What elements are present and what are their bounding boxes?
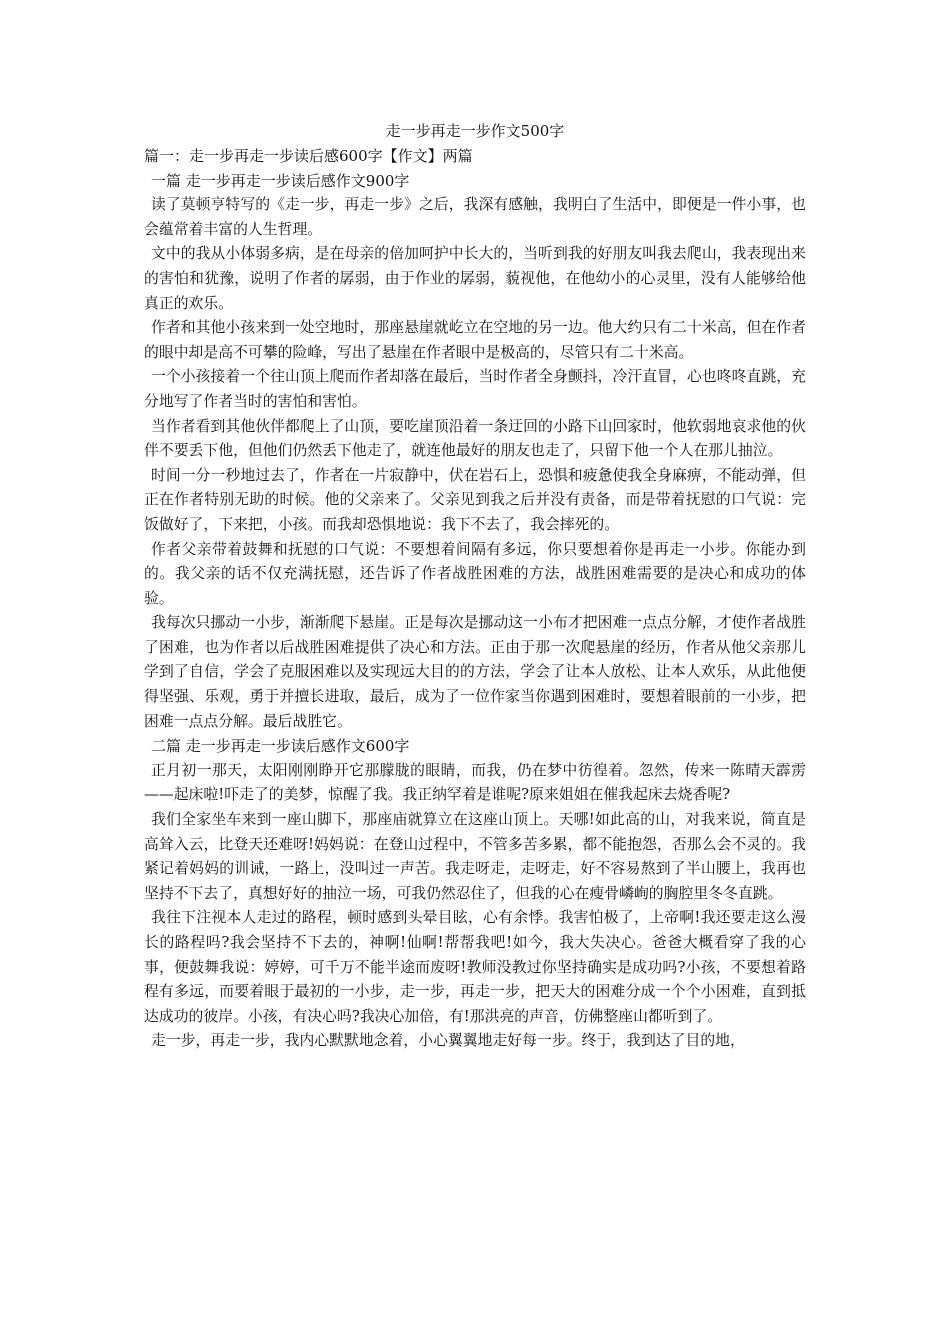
paragraph: 我们全家坐车来到一座山脚下，那座庙就算立在这座山顶上。天哪!如此高的山，对我来说，简直是高耸入云，比登天还难呀!妈妈说：在登山过程中，不管多苦多累，都不能抱怨，否那么会不灵的。我紧记着妈妈的训诫，一路上，没叫过一声苦。我走呀走，走呀走，好不容易熬到了半山腰上，我再也坚持不下去了，真想好好的抽泣一场，可我仍然忍住了，但我的心在瘦骨嶙峋的胸腔里冬冬直跳。 — [144, 811, 806, 902]
paragraph: 走一步，再走一步，我内心默默地念着，小心翼翼地走好每一步。终于，我到达了目的地， — [151, 1032, 745, 1050]
section-heading-1: 一篇 走一步再走一步读后感作文900字 — [151, 171, 410, 190]
paragraph: 作者父亲带着鼓舞和抚慰的口气说：不要想着间隔有多远，你只要想着你是再走一小步。你能办到的。我父亲的话不仅充满抚慰，还告诉了作者战胜困难的方法，战胜困难需要的是决心和成功的体验。 — [144, 540, 806, 607]
paragraph: 正月初一那天，太阳刚刚睁开它那朦胧的眼睛，而我，仍在梦中彷徨着。忽然，传来一陈晴天霹雳——起床啦!吓走了的美梦，惊醒了我。我正纳罕着是谁呢?原来姐姐在催我起床去烧香呢? — [144, 761, 806, 804]
article-heading: 篇一：走一步再走一步读后感600字【作文】两篇 — [144, 147, 473, 165]
paragraph: 我往下注视本人走过的路程，顿时感到头晕目眩，心有余悸。我害怕极了，上帝啊!我还要走这么漫长的路程吗?我会坚持不下去的，神啊!仙啊!帮帮我吧!如今，我大失决心。爸爸大概看穿了我的心事，便鼓舞我说：婷婷，可千万不能半途而废呀!教师没教过你坚持确实是成功吗?小孩，不要想着路程有多远，而要着眼于最初的一小步，走一步，再走一步，把天大的困难分成一个个小困难，直到抵达成功的彼岸。小孩，有决心吗?我决心加倍，有!那洪亮的声音，仿佛整座山都听到了。 — [144, 909, 806, 1025]
paragraph: 我每次只挪动一小步，渐渐爬下悬崖。正是每次是挪动这一小布才把困难一点点分解，才使作者战胜了困难，也为作者以后战胜困难提供了决心和方法。正由于那一次爬悬崖的经历，作者从他父亲那儿学到了自信，学会了克服困难以及实现远大目的的方法，学会了让本人放松、让本人欢乐，从此他便得坚强、乐观，勇于并擅长进取，最后，成为了一位作家当你遇到困难时，要想着眼前的一小步，把困难一点点分解。最后战胜它。 — [144, 614, 806, 730]
paragraph: 作者和其他小孩来到一处空地时，那座悬崖就屹立在空地的另一边。他大约只有二十米高，但在作者的眼中却是高不可攀的险峰，写出了悬崖在作者眼中是极高的，尽管只有二十米高。 — [144, 319, 806, 361]
paragraph: 一个小孩接着一个往山顶上爬而作者却落在最后，当时作者全身颤抖，冷汗直冒，心也咚咚直跳，充分地写了作者当时的害怕和害怕。 — [144, 368, 806, 410]
paragraph: 当作者看到其他伙伴都爬上了山顶，要吃崖顶沿着一条迂回的小路下山回家时，他软弱地哀求他的伙伴不要丢下他，但他们仍然丢下他走了，就连他最好的朋友也走了，只留下他一个人在那儿抽泣。 — [144, 417, 806, 460]
paragraph: 文中的我从小体弱多病，是在母亲的倍加呵护中长大的，当听到我的好朋友叫我去爬山，我表现出来的害怕和犹豫，说明了作者的孱弱，由于作业的孱弱，藐视他，在他幼小的心灵里，没有人能够给他真正的欢乐。 — [144, 245, 806, 312]
section-heading-2: 二篇 走一步再走一步读后感作文600字 — [151, 737, 410, 756]
document-title: 走一步再走一步作文500字 — [385, 122, 565, 140]
document-page — [144, 118, 806, 1318]
paragraph: 读了莫顿亨特写的《走一步，再走一步》之后，我深有感触，我明白了生活中，即便是一件小事，也会蕴常着丰富的人生哲理。 — [144, 196, 806, 238]
paragraph: 时间一分一秒地过去了，作者在一片寂静中，伏在岩石上，恐惧和疲惫使我全身麻痹，不能动弹，但正在作者特别无助的时候。他的父亲来了。父亲见到我之后并没有责备，而是带着抚慰的口气说：完饭做好了，下来把，小孩。而我却恐惧地说：我下不去了，我会摔死的。 — [144, 466, 806, 533]
